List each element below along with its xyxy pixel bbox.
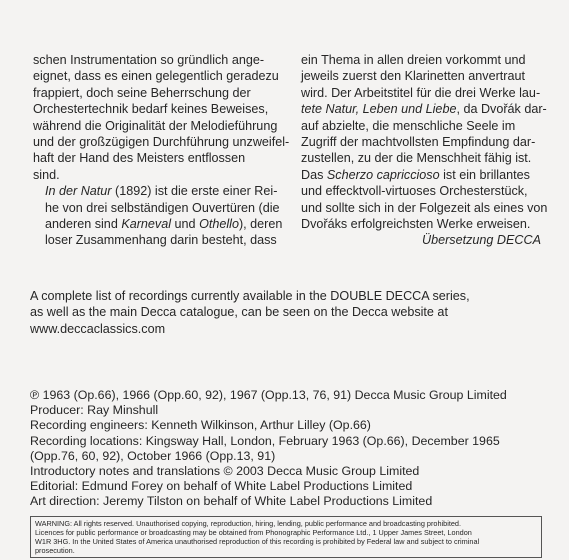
warning-line: prosecution. (35, 546, 75, 555)
text-line: jeweils zuerst den Klarinetten anvertraut (301, 69, 526, 84)
text-line (301, 167, 541, 183)
producer-credit: Producer: Ray Minshull (30, 403, 159, 418)
text-line: sind. (33, 167, 60, 182)
text-fragment: Das (301, 167, 327, 182)
working-title: tete Natur, Leben und Liebe (301, 102, 457, 117)
text-fragment: ist ein brillantes (439, 167, 530, 182)
text-line: und der großzügigen Durchführung unzweifel- (33, 135, 290, 150)
left-paragraph-2 (33, 183, 281, 249)
text-fragment: , da Dvořák dar- (456, 102, 547, 117)
text-line (33, 183, 281, 199)
catalogue-info (30, 288, 540, 337)
text-line: eignet, dass es einen gelegentlich geradezu (33, 69, 279, 84)
phonogram-copyright: ℗ 1963 (Op.66), 1966 (Opp.60, 92), 1967 (Opp.13, 76, 91) Decca Music Group Limited (30, 388, 507, 402)
engineers-credit: Recording engineers: Kenneth Wilkinson, Arthur Lilley (Op.66) (30, 418, 371, 433)
text-line: wird. Der Arbeitstitel für die drei Werke lau- (301, 85, 541, 100)
text-fragment: (1892) ist die erste einer Rei- (111, 184, 278, 199)
text-line (301, 101, 547, 117)
work-title-karneval: Karneval (121, 217, 172, 232)
website-url: www.deccaclassics.com (30, 321, 166, 336)
text-fragment: ), deren (238, 217, 283, 232)
translation-credit: Übersetzung DECCA (422, 233, 541, 248)
art-direction-credit: Art direction: Jeremy Tilston on behalf of White Label Productions Limited (30, 494, 433, 509)
text-line: während die Originalität der Melodieführung (33, 118, 278, 133)
production-credits (30, 388, 550, 510)
text-line: Orchestertechnik bedarf keines Beweises, (33, 102, 269, 117)
info-line: as well as the main Decca catalogue, can be seen on the Decca website at (30, 305, 448, 320)
text-line: haft der Hand des Meisters entflossen (33, 151, 246, 166)
text-line: und sollte sich in der Folgezeit als eines von (301, 200, 548, 215)
right-text-column (301, 52, 548, 249)
text-line: loser Zusammenhang darin besteht, dass (45, 233, 277, 248)
text-line: frappiert, doch seine Beherrschung der (33, 85, 251, 100)
copyright-warning-box (30, 516, 542, 558)
text-fragment: und (171, 217, 200, 232)
work-title-scherzo: Scherzo capriccioso (326, 167, 440, 182)
editorial-credit: Editorial: Edmund Forey on behalf of White Label Productions Limited (30, 479, 413, 494)
text-line: he von drei selbständigen Ouvertüren (die (45, 200, 280, 215)
text-line: schen Instrumentation so gründlich ange- (33, 53, 265, 67)
warning-line: WARNING: All rights reserved. Unauthorised copying, reproduction, hiring, lending, public performance and broadcasting prohibited. (35, 519, 462, 528)
text-line: ein Thema in allen dreien vorkommt und (301, 53, 526, 67)
locations-credit-cont: (Opp.76, 60, 92), October 1966 (Opp.13, 91) (30, 448, 276, 463)
info-line: A complete list of recordings currently available in the DOUBLE DECCA series, (30, 289, 470, 303)
work-title-in-der-natur: In der Natur (45, 184, 112, 199)
locations-credit: Recording locations: Kingsway Hall, London, February 1963 (Op.66), December 1965 (30, 433, 500, 448)
notes-copyright: Introductory notes and translations © 2003 Decca Music Group Limited (30, 464, 420, 479)
text-fragment: anderen sind (45, 217, 122, 232)
text-line: Zugriff der machtvollsten Empfindung dar- (301, 135, 536, 150)
text-line (33, 216, 281, 232)
text-line: auf abzielte, die menschliche Seele im (301, 118, 516, 133)
text-line: zustellen, zu der die Menschheit fähig ist. (301, 151, 532, 166)
left-text-column (33, 52, 290, 249)
left-paragraph-1 (33, 52, 290, 183)
warning-line: Licences for public performance or broadcasting may be obtained from Phonographic Performance Ltd., 1 Upper James Street, London (35, 528, 472, 537)
work-title-othello: Othello (199, 217, 239, 232)
text-line: und effecktvoll-virtuoses Orchesterstück, (301, 184, 528, 199)
text-line: Dvořáks erfolgreichsten Werke erweisen. (301, 217, 531, 232)
warning-line: W1R 3HG. In the United States of America unauthorised reproduction of this recording is prohibited by Federal law and subject to criminal (35, 537, 480, 546)
